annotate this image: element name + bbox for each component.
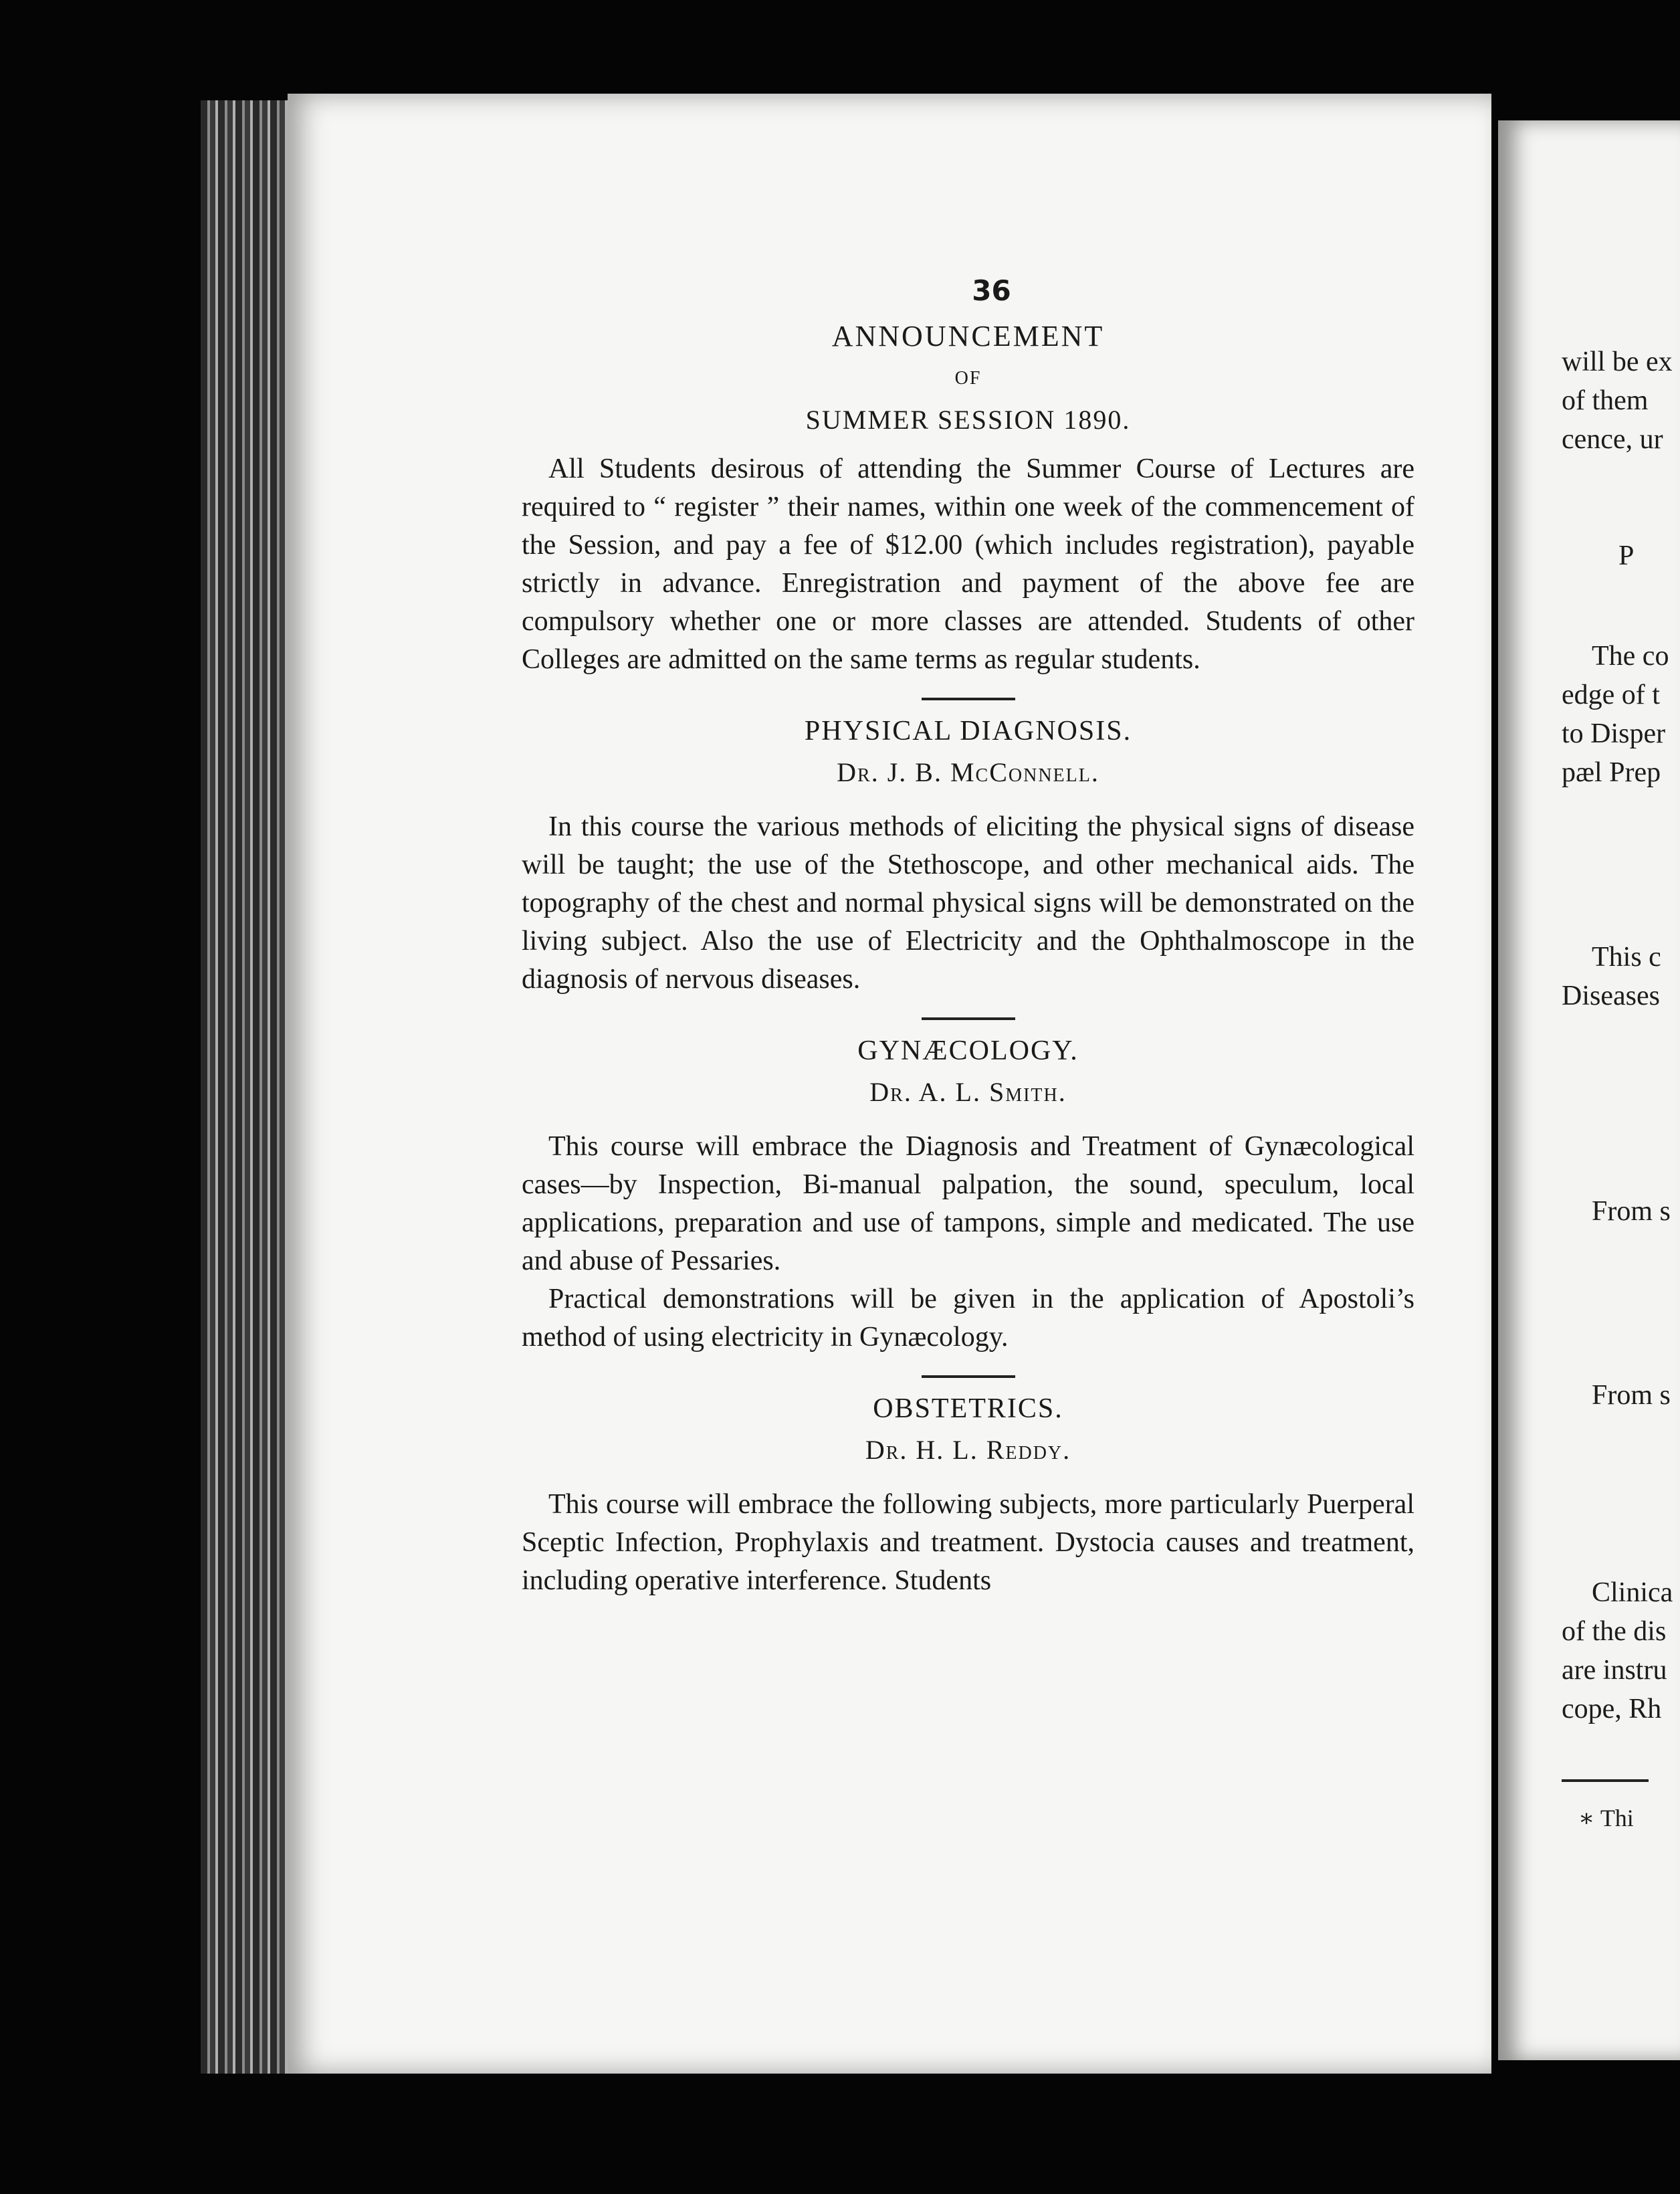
right-page-line: This c (1592, 942, 1661, 973)
right-page-line: of the dis (1562, 1616, 1667, 1647)
right-page-line: pæl Prep (1562, 757, 1661, 788)
page-content (522, 274, 1414, 1600)
right-page-line: From s (1592, 1196, 1671, 1227)
section-paragraph: This course will embrace the Diagnosis and Treatment of Gynæcological cases—by Inspection, Bi-manual palpation, the sound, speculum, local applications, preparation and use of tampons, simple and medicated. The use and abuse of Pessaries. (522, 1131, 1414, 1276)
section-divider (922, 1017, 1015, 1020)
right-page-fragment (1498, 120, 1680, 2060)
right-page-line: to Disper (1562, 718, 1666, 749)
heading-of: OF (954, 368, 982, 389)
section-doctor-obstetrics: Dr. H. L. Reddy. (865, 1435, 1071, 1465)
section-title-gynaecology: GYNÆCOLOGY. (857, 1035, 1079, 1066)
right-page-line: Diseases (1562, 981, 1660, 1011)
right-page-line: P (1618, 540, 1635, 571)
section-title-physical-diagnosis: PHYSICAL DIAGNOSIS. (804, 716, 1132, 746)
intro-paragraph: All Students desirous of attending the Summer Course of Lectures are required to “ register ” their names, within one week of the commencement of the Session, and pay a fee of $12.00 (which includes registration), payable strictly in advance. Enregistration and payment of the above fee are compulsory whether one or more classes are attended. Students of other Colleges are admitted on the same terms as regular students. (522, 454, 1414, 675)
right-page-line: will be ex (1562, 346, 1673, 377)
left-page (288, 94, 1491, 2074)
footnote-rule (1562, 1779, 1649, 1782)
right-page-line: cence, ur (1562, 424, 1663, 455)
right-page-line: cope, Rh (1562, 1694, 1662, 1724)
right-page-footnote: ∗ Thi (1578, 1805, 1634, 1831)
right-page-line: of them (1562, 385, 1649, 416)
section-paragraph: Practical demonstrations will be given in the application of Apostoli’s method of using electricity in Gynæcology. (522, 1284, 1414, 1353)
section-divider (922, 1375, 1015, 1378)
right-page-line: The co (1592, 641, 1669, 672)
section-doctor-physical-diagnosis: Dr. J. B. McConnell. (837, 757, 1099, 787)
right-page-line: Clinica (1592, 1577, 1673, 1608)
page-number: 36 (972, 274, 1011, 307)
right-page-line: From s (1592, 1380, 1671, 1411)
section-paragraph: This course will embrace the following subjects, more particularly Puerperal Sceptic Infection, Prophylaxis and treatment. Dystocia causes and treatment, including operative interference. Students (522, 1489, 1414, 1596)
announcement-heading: ANNOUNCEMENT (831, 320, 1105, 353)
section-paragraph: In this course the various methods of eliciting the physical signs of disease will be taught; the use of the Stethoscope, and other mechanical aids. The topography of the chest and normal physical signs will be demonstrated on the living subject. Also the use of Electricity and the Ophthalmoscope in the diagnosis of nervous diseases. (522, 811, 1414, 995)
section-title-obstetrics: OBSTETRICS. (873, 1393, 1063, 1424)
right-page-line: are instru (1562, 1655, 1667, 1686)
section-divider (922, 698, 1015, 700)
session-heading: SUMMER SESSION 1890. (805, 405, 1131, 435)
right-page-line: edge of t (1562, 680, 1660, 710)
section-doctor-gynaecology: Dr. A. L. Smith. (869, 1077, 1067, 1107)
